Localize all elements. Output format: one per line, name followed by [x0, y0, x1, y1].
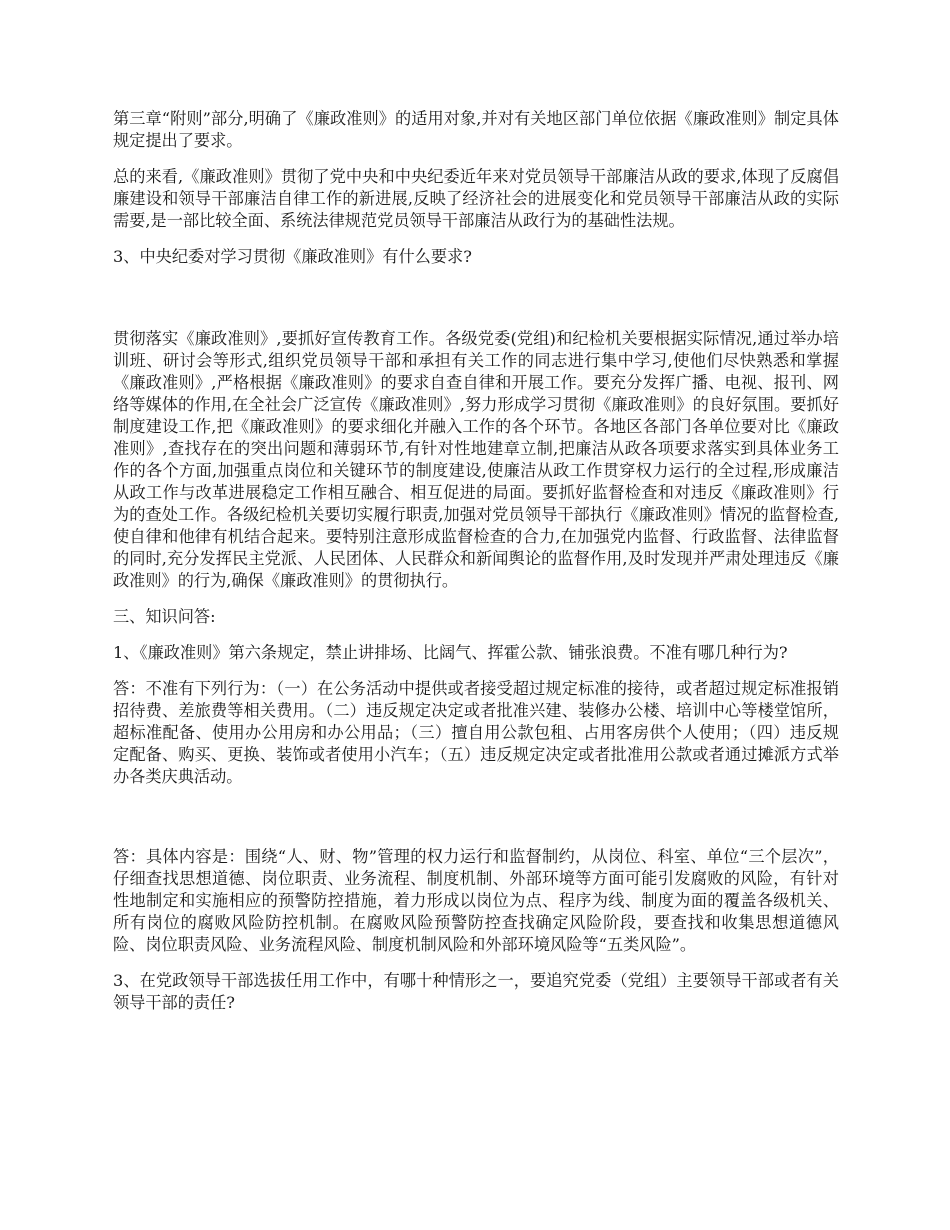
- question-3: 3、在党政领导干部选拔任用工作中，有哪十种情形之一，要追究党委（党组）主要领导干部或者有关领导干部的责任?: [113, 971, 839, 1012]
- paragraph-appendix-chapter: 第三章“附则”部分,明确了《廉政准则》的适用对象,并对有关地区部门单位依据《廉政准则》制定具体规定提出了要求。: [113, 109, 839, 150]
- section-heading-qa: 三、知识问答:: [113, 607, 216, 626]
- document-body: [113, 108, 839, 1028]
- blank-spacer: [113, 282, 839, 328]
- paragraph-summary: 总的来看,《廉政准则》贯彻了党中央和中央纪委近年来对党员领导干部廉洁从政的要求,体现了反腐倡廉建设和领导干部廉洁自律工作的新进展,反映了经济社会的进展变化和党员领导干部廉洁从政的实际需要,是一部比较全面、系统法律规范党员领导干部廉洁从政行为的基础性法规。: [113, 167, 839, 230]
- paragraph-implementation: 贯彻落实《廉政准则》,要抓好宣传教育工作。各级党委(党组)和纪检机关要根据实际情况,通过举办培训班、研讨会等形式,组织党员领导干部和承担有关工作的同志进行集中学习,使他们尽快熟悉和掌握《廉政准则》,严格根据《廉政准则》的要求自查自律和开展工作。要充分发挥广播、电视、报刊、网络等媒体的作用,在全社会广泛宣传《廉政准则》,努力形成学习贯彻《廉政准则》的良好氛围。要抓好制度建设工作,把《廉政准则》的要求细化并融入工作的各个环节。各地区各部门各单位要对比《廉政准则》,查找存在的突出问题和薄弱环节,有针对性地建章立制,把廉洁从政各项要求落实到具体业务工作的各个方面,加强重点岗位和关键环节的制度建设,使廉洁从政工作贯穿权力运行的全过程,形成廉洁从政工作与改革进展稳定工作相互融合、相互促进的局面。要抓好监督检查和对违反《廉政准则》行为的查处工作。各级纪检机关要切实履行职责,加强对党员领导干部执行《廉政准则》情况的监督检查,使自律和他律有机结合起来。要特别注意形成监督检查的合力,在加强党内监督、行政监督、法律监督的同时,充分发挥民主党派、人民团体、人民群众和新闻舆论的监督作用,及时发现并严肃处理违反《廉政准则》的行为,确保《廉政准则》的贯彻执行。: [113, 329, 839, 590]
- answer-1: 答：不准有下列行为：（一）在公务活动中提供或者接受超过规定标准的接待，或者超过规定标准报销招待费、差旅费等相关费用。（二）违反规定决定或者批准兴建、装修办公楼、培训中心等楼堂馆所，超标准配备、使用办公用房和办公用品；（三）擅自用公款包租、占用客房供个人使用；（四）违反规定配备、购买、更换、装饰或者使用小汽车；（五）违反规定决定或者批准用公款或者通过摊派方式举办各类庆典活动。: [113, 679, 839, 786]
- question-heading-3: 3、中央纪委对学习贯彻《廉政准则》有什么要求?: [113, 247, 472, 266]
- blank-spacer: [113, 802, 839, 846]
- answer-2: 答：具体内容是：围绕“人、财、物”管理的权力运行和监督制约，从岗位、科室、单位“三个层次”，仔细查找思想道德、岗位职责、业务流程、制度机制、外部环境等方面可能引发腐败的风险，有针对性地制定和实施相应的预警防控措施，着力形成以岗位为点、程序为线、制度为面的覆盖各级机关、所有岗位的腐败风险防控机制。在腐败风险预警防控查找确定风险阶段，要查找和收集思想道德风险、岗位职责风险、业务流程风险、制度机制风险和外部环境风险等“五类风险”。: [113, 847, 839, 954]
- question-1: 1、《廉政准则》第六条规定，禁止讲排场、比阔气、挥霍公款、铺张浪费。不准有哪几种行为?: [113, 643, 788, 662]
